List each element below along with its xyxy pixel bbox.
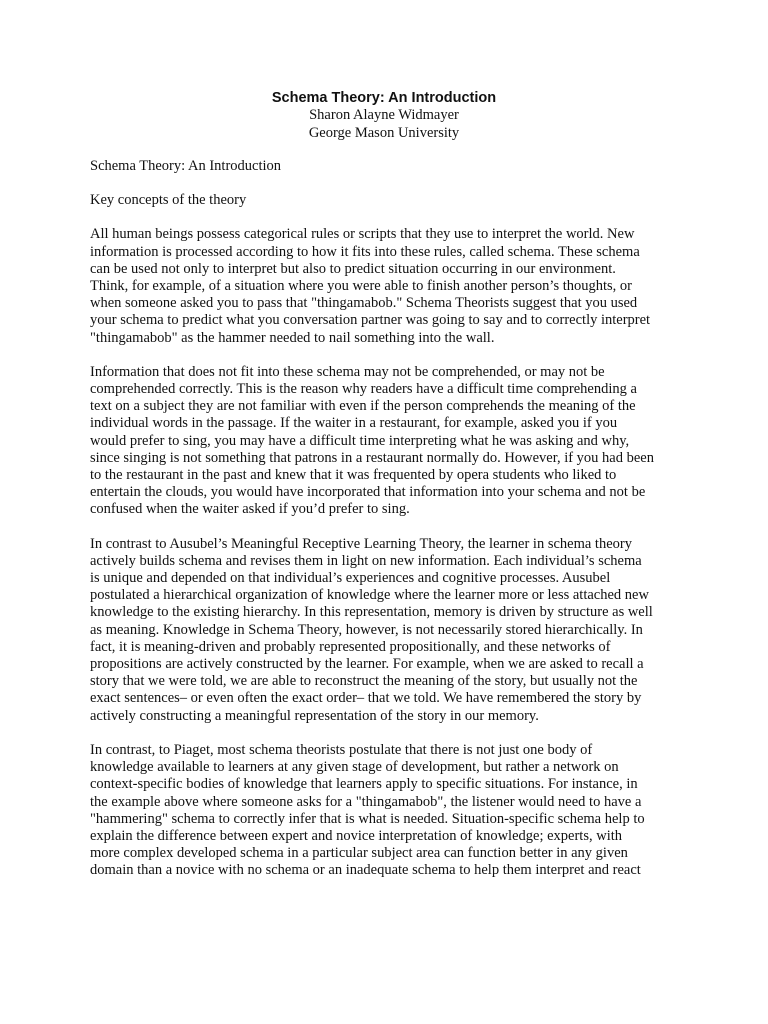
paragraph-line: information is processed according to how it fits into these rules, called schema. These schema (90, 243, 640, 260)
body-paragraph (90, 742, 676, 880)
paragraph-line: more complex developed schema in a particular subject area can function better in any given (90, 845, 628, 862)
author-affiliation: George Mason University (308, 124, 460, 141)
paragraph-line: In contrast, to Piaget, most schema theorists postulate that there is not just one body of (90, 741, 593, 758)
paragraph-line: as meaning. Knowledge in Schema Theory, however, is not necessarily stored hierarchically. In (90, 621, 643, 638)
section-heading: Key concepts of the theory (90, 192, 247, 209)
body-paragraph (90, 536, 676, 725)
paragraph-line: when someone asked you to pass that "thingamabob." Schema Theorists suggest that you used (90, 295, 638, 312)
paragraph-line: confused when the waiter asked if you’d prefer to sing. (90, 501, 410, 518)
paragraph-line: to the restaurant in the past and knew that it was frequented by opera students who liked to (90, 467, 617, 484)
paragraph-line: Information that does not fit into these schema may not be comprehended, or may not be (90, 363, 605, 380)
paragraph-line: knowledge available to learners at any given stage of development, but rather a network on (90, 759, 619, 776)
document-body (90, 158, 676, 897)
paragraph-line: propositions are actively constructed by the learner. For example, when we are asked to recall a (90, 656, 644, 673)
paragraph-line: can be used not only to interpret but also to predict situation occurring in our environment. (90, 260, 616, 277)
paragraph-line: fact, it is meaning-driven and probably represented propositionally, and these networks of (90, 638, 611, 655)
paragraph-line: domain than a novice with no schema or an inadequate schema to help them interpret and react (90, 862, 641, 879)
body-paragraph (90, 364, 676, 519)
paragraph-line: story that we were told, we are able to reconstruct the meaning of the story, but usually not the (90, 673, 638, 690)
paragraph-line: your schema to predict what you conversation partner was going to say and to correctly interpret (90, 312, 651, 329)
paragraph-line: postulated a hierarchical organization of knowledge where the learner more or less attached new (90, 587, 649, 604)
paragraph-line: since singing is not something that patrons in a restaurant normally do. However, if you had been (90, 449, 654, 466)
document-title: Schema Theory: An Introduction (271, 90, 497, 106)
intro-heading: Schema Theory: An Introduction (90, 158, 282, 174)
paragraph-line: context-specific bodies of knowledge that learners apply to specific situations. For instance, in (90, 776, 638, 793)
paragraph-line: In contrast to Ausubel’s Meaningful Receptive Learning Theory, the learner in schema theory (90, 535, 632, 552)
author-name: Sharon Alayne Widmayer (309, 107, 459, 123)
paragraph-line: individual words in the passage. If the waiter in a restaurant, for example, asked you if you (90, 415, 618, 432)
paragraph-line: comprehended correctly. This is the reason why readers have a difficult time comprehending a (90, 381, 637, 398)
paragraph-line: actively builds schema and revises them in light on new information. Each individual’s schema (90, 552, 642, 569)
paragraph-line: is unique and depended on that individual’s experiences and cognitive processes. Ausubel (90, 570, 611, 587)
body-paragraph (90, 226, 676, 346)
paragraph-line: knowledge to the existing hierarchy. In this representation, memory is driven by structure as well (90, 604, 653, 621)
paragraph-line: the example above where someone asks for a "thingamabob", the listener would need to have a (90, 793, 642, 810)
paragraph-line: exact sentences– or even often the exact order– that we told. We have remembered the story by (90, 690, 642, 707)
paragraph-line: "thingamabob" as the hammer needed to nail something into the wall. (90, 329, 495, 346)
paragraph-line: would prefer to sing, you may have a difficult time interpreting what he was asking and why, (90, 432, 630, 449)
paragraph-line: entertain the clouds, you would have incorporated that information into your schema and not be (90, 484, 646, 501)
paragraph-line: All human beings possess categorical rules or scripts that they use to interpret the world. New (90, 226, 635, 243)
paragraph-line: text on a subject they are not familiar with even if the person comprehends the meaning of the (90, 398, 636, 415)
paragraph-line: actively constructing a meaningful representation of the story in our memory. (90, 707, 539, 724)
paragraph-line: Think, for example, of a situation where you were able to finish another person’s thoughts, or (90, 278, 633, 295)
paragraph-line: explain the difference between expert and novice interpretation of knowledge; experts, with (90, 827, 622, 844)
paragraph-line: "hammering" schema to correctly infer that is what is needed. Situation-specific schema help to (90, 810, 645, 827)
document-header (0, 89, 768, 142)
